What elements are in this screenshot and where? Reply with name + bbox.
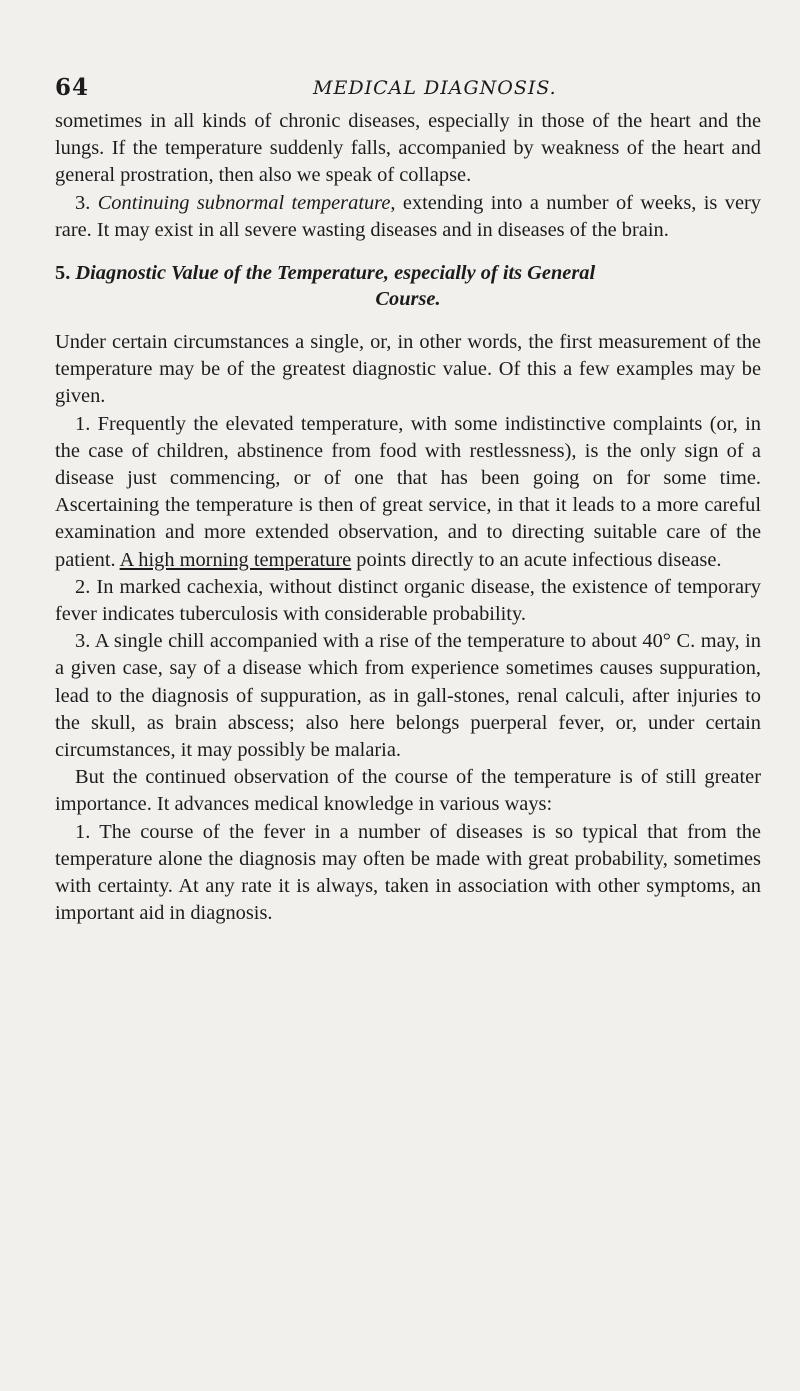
- body-text: [55, 108, 761, 244]
- running-head: MEDICAL DIAGNOSIS.: [313, 77, 557, 99]
- paragraph-text: points directly to an acute infectious disease.: [356, 548, 722, 571]
- page-header: [55, 74, 761, 108]
- paragraph-continuation: sometimes in all kinds of chronic diseases, especially in those of the heart and the lungs. If the temperature suddenly falls, accompanied by weakness of the heart and general prostration, then also we speak of collapse.: [55, 110, 761, 187]
- paragraph-item-2: 2. In marked cachexia, without distinct organic disease, the existence of temporary fever indicates tuberculosis with considerable probability.: [55, 575, 761, 626]
- paragraph-item-1: [55, 411, 761, 574]
- section-number: 5.: [55, 262, 71, 285]
- section-heading-line-1: [55, 260, 761, 286]
- paragraph-course-of-fever: 1. The course of the fever in a number of diseases is so typical that from the temperature alone the diagnosis may often be made with great probability, sometimes with certainty. At any rate it is always, taken in association with other symptoms, an important aid in diagnosis.: [55, 820, 761, 925]
- underlined-phrase: A high morning temperature: [119, 548, 352, 571]
- paragraph-continued-observation: But the continued observation of the course of the temperature is of still greater importance. It advances medical knowledge in various ways:: [55, 766, 761, 816]
- emphasized-term: Continuing subnormal temperature: [97, 191, 391, 214]
- paragraph-intro: Under certain circumstances a single, or, in other words, the first measurement of the temperature may be of the greatest diagnostic value. Of this a few examples may be given.: [55, 331, 761, 408]
- section-title-part-2: Course.: [375, 288, 441, 311]
- item-number: 3.: [75, 191, 91, 214]
- paragraph-item-3: 3. A single chill accompanied with a rise of the temperature to about 40° C. may, in a given case, say of a disease which from experience sometimes causes suppuration, lead to the diagnosis of suppuration, as in gall-stones, renal calculi, after injuries to the skull, as brain abscess; also here belongs puerperal fever, or, under certain circumstances, it may possibly be malaria.: [55, 630, 761, 762]
- section-title-part-1: Diagnostic Value of the Temperature, especially of its General: [75, 262, 596, 285]
- book-page: [55, 74, 761, 927]
- section-heading: [55, 260, 761, 312]
- paragraph-subnormal-temperature: [55, 190, 761, 244]
- paragraph-text: , extending into a number of weeks, is very rare. It may exist in all severe wasting diseases and in diseases of the brain.: [55, 191, 761, 241]
- body-text-section-5: [55, 329, 761, 927]
- page-number: 64: [55, 74, 90, 101]
- paragraph-text: 1. Frequently the elevated temperature, with some indistinctive complaints (or, in the case of children, abstinence from food with restlessness), is the only sign of a disease just commencing, or of one that has been going on for some time. Ascertaining the temperature is then of great service, in that it leads to a more careful examination and more extended observation, and to directing suitable care of the patient.: [55, 412, 761, 571]
